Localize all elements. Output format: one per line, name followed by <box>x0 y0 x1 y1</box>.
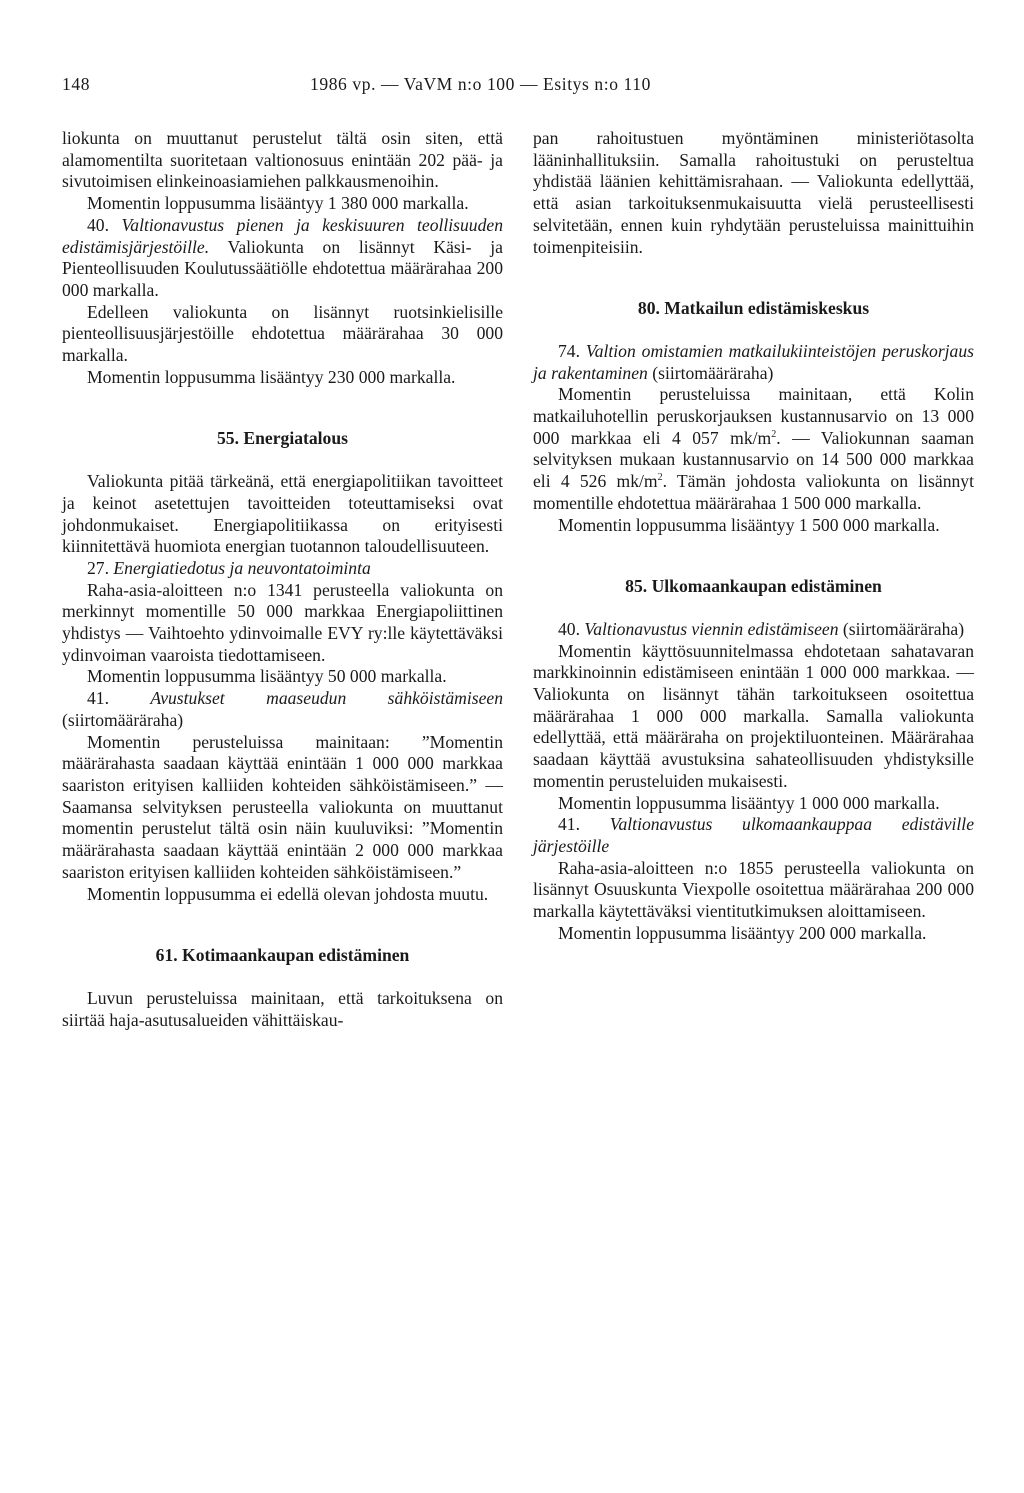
paragraph: Edelleen valiokunta on lisännyt ruotsinkielisille pienteollisuusjärjestöille ehdotettua määrärahaa 30 000 markalla. <box>62 301 503 366</box>
paragraph: Momentin loppusumma lisääntyy 1 500 000 markalla. <box>558 514 940 535</box>
left-column <box>62 128 503 1031</box>
item-title: Valtionavustus pienen ja keskisuuren teollisuuden edistämisjärjestöille. <box>62 214 503 257</box>
paragraph <box>533 814 974 857</box>
paragraph <box>533 619 974 641</box>
paragraph <box>62 558 503 580</box>
paragraph: liokunta on muuttanut perustelut tältä osin siten, että alamomentilta suoritetaan valtionosuus enintään 202 pää- ja sivutoimisen elinkeinoasiamiehen palkkausmenoihin. <box>62 128 503 192</box>
running-title: 1986 vp. — VaVM n:o 100 — Esitys n:o 110 <box>310 74 651 94</box>
item-text: Valiokunta on lisännyt Käsi- ja Pienteollisuuden Koulutussäätiölle ehdotettua määrärahaa 200 000 markalla. <box>62 236 503 300</box>
item-text: (siirtomääräraha) <box>62 709 184 730</box>
superscript: 2 <box>771 428 777 440</box>
item-text: (siirtomääräraha) <box>842 618 965 639</box>
item-title: Valtion omistamien matkailukiinteistöjen peruskorjaus ja rakentaminen <box>533 340 975 383</box>
superscript: 2 <box>657 472 663 484</box>
paragraph: Momentin loppusumma lisääntyy 50 000 markalla. <box>87 666 447 687</box>
paragraph: Momentin käyttösuunnitelmassa ehdotetaan sahatavaran markkinoinnin edistämiseen enintään 1 000 000 markkaa. — Valiokunta on lisännyt tähän tarkoitukseen osoitettua määrärahaa 1 000 000 markalla. Samalla valiokunta edellyttää, että määräraha on projektiluonteinen. Määrärahaa saadaan käyttää avustuksina sahateollisuuden yhdistyksille momentin perusteluiden mukaisesti. <box>533 640 974 791</box>
item-number: 40. <box>558 618 580 639</box>
paragraph: Raha-asia-aloitteen n:o 1341 perusteella valiokunta on merkinnyt momentille 50 000 markkaa Energiapoliittinen yhdistys — Vaihtoehto ydinvoimalle EVY ry:lle käytettäväksi ydinvoiman vaaroista tiedottamiseen. <box>62 579 503 665</box>
paragraph: Momentin loppusumma lisääntyy 1 380 000 markalla. <box>87 193 469 214</box>
paragraph: pan rahoitustuen myöntäminen ministeriötasolta lääninhallituksiin. Samalla rahoitustuki on perusteltua yhdistää läänien kehittämisrahaan. — Valiokunta edellyttää, että asian tarkoituksenmukaisuutta vielä perusteellisesti selvitetään, ennen kuin ryhdytään perusteluissa mainittuihin toimenpiteisiin. <box>533 128 974 257</box>
paragraph: Valiokunta pitää tärkeänä, että energiapolitiikan tavoitteet ja keinot asetettujen tavoitteiden toteuttamiseksi ovat johdonmukaiset. Energiapolitiikassa on erityisesti kiinnitettävä huomiota energian tuotannon taloudellisuuteen. <box>62 471 503 557</box>
item-number: 41. <box>87 688 109 709</box>
paragraph: Momentin loppusumma lisääntyy 230 000 markalla. <box>87 366 456 387</box>
item-number: 41. <box>558 814 580 835</box>
right-column <box>533 128 974 945</box>
paragraph: Luvun perusteluissa mainitaan, että tarkoituksena on siirtää haja-asutusalueiden vähittäiskau- <box>62 987 503 1030</box>
paragraph: Momentin perusteluissa mainitaan: ”Momentin määrärahasta saadaan käyttää enintään 1 000 000 markkaa saariston erityisen kalliiden kohteiden sähköistämiseen.” — Saamansa selvityksen perusteella valiokunta on muuttanut momentin perustelut tältä osin näin kuuluviksi: ”Momentin määrärahasta saadaan käyttää enintään 2 000 000 markkaa saariston erityisen kalliiden kohteiden sähköistämiseen.” <box>62 731 503 882</box>
paragraph: Momentin loppusumma lisääntyy 1 000 000 markalla. <box>558 792 940 813</box>
paragraph <box>62 688 503 731</box>
page-number: 148 <box>62 74 91 94</box>
section-heading: 85. Ulkomaankaupan edistäminen <box>625 576 882 597</box>
section-heading: 61. Kotimaankaupan edistäminen <box>155 945 410 966</box>
paragraph: Raha-asia-aloitteen n:o 1855 perusteella valiokunta on lisännyt Osuuskunta Viexpolle osoitettua määrärahaa 200 000 markalla käytettäväksi vientitutkimuksen aloittamiseen. <box>533 857 974 922</box>
section-heading: 80. Matkailun edistämiskeskus <box>637 298 870 319</box>
paragraph: Momentin loppusumma lisääntyy 200 000 markalla. <box>558 922 927 943</box>
section-heading: 55. Energiatalous <box>217 428 348 449</box>
item-number: 27. <box>87 557 109 578</box>
item-number: 40. <box>87 214 109 235</box>
item-title: Valtionavustus viennin edistämiseen <box>584 618 839 639</box>
item-title: Avustukset maaseudun sähköistämiseen <box>150 688 503 709</box>
item-title: Valtionavustus ulkomaankauppaa edistäville järjestöille <box>533 814 975 856</box>
item-title: Energiatiedotus ja neuvontatoiminta <box>113 557 371 578</box>
paragraph <box>533 341 974 384</box>
paragraph <box>62 215 503 302</box>
item-text: (siirtomääräraha) <box>652 362 774 383</box>
item-number: 74. <box>558 340 580 361</box>
paragraph: Momentin perusteluissa mainitaan, että Kolin matkailuhotellin peruskorjauksen kustannusarvio on 13 000 000 markkaa eli 4 057 $mk/m^2$. — Valiokunnan saaman selvityksen mukaan kustannusarvio on 14 500 000 markkaa eli 4 526 $mk/m^2$. Tämän johdosta valiokunta on lisännyt momentille ehdotettua määrärahaa 1 500 000 markalla. <box>533 384 974 513</box>
paragraph: Momentin loppusumma ei edellä olevan johdosta muutu. <box>87 883 489 904</box>
